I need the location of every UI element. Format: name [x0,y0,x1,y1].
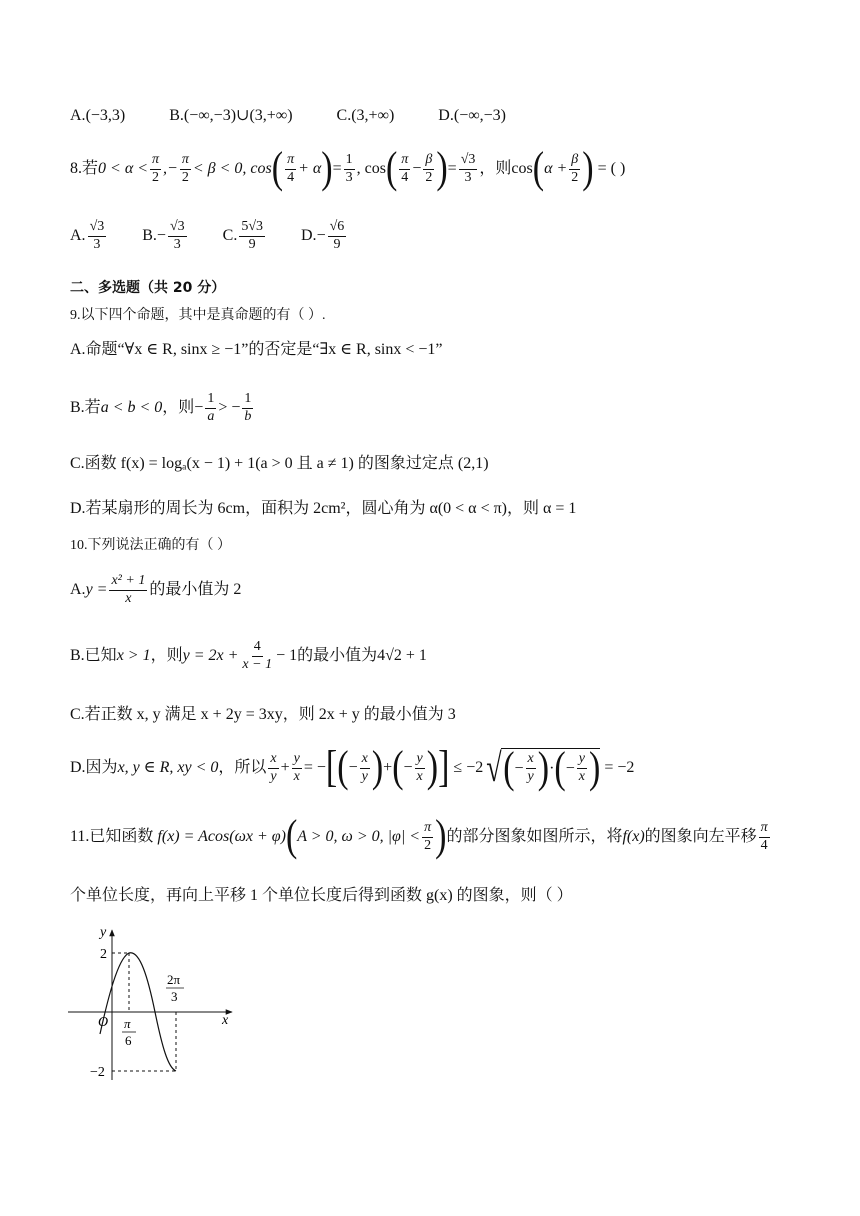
section-title: 二、多选题（共 20 分） [70,280,226,296]
q9-option-c[interactable]: C.函数 f(x) = logₐ(x − 1) + 1(a > 0 且 a ≠ 1) 的图象过定点 (2,1) [70,455,489,472]
x-axis-label: x [222,1013,229,1028]
q8-option-c[interactable]: C. $\frac{5√3}{9}$ [222,219,263,252]
y-min-label: −2 [90,1065,105,1080]
q7-option-a[interactable]: A. (−3,3) [70,107,126,124]
q7-option-c[interactable]: C. (3,+∞) [336,107,395,124]
origin-label: O [98,1015,109,1030]
q8-option-d[interactable]: D. − $\frac{√6}{9}$ [301,219,345,252]
y-max-label: 2 [100,947,107,962]
q10-option-c[interactable]: C.若正数 x, y 满足 x + 2y = 3xy，则 2x + y 的最小值为 3 [70,706,456,723]
q9-option-b[interactable]: B.若 a < b < 0 ，则 − $\frac{1}{a}$ > − $\frac{1}{b}$ [70,391,252,424]
y-axis-label: y [100,925,107,940]
q8-stem: 8.若 0 < α < $\frac{\pi}{2}$ ,− $\frac{\pi}{2}$ < β < 0, cos ( $\frac{\pi}{4}$ + α ) = $\frac{1}{3}$ , cos ( $\frac{\pi}{4}$ − $\frac{\beta}{2}$ ) = $\frac{√3}{3}$ ，则 cos ( α + $\frac{\beta}{2}$ ) = ( ) [70,144,626,193]
q7-option-d[interactable]: D. (−∞,−3) [438,107,506,124]
q8-option-b[interactable]: B. − $\frac{√3}{3}$ [142,219,185,252]
x2-denominator: 3 [171,989,178,1004]
fraction: $\frac{\beta}{2}$ [425,151,433,185]
q7-option-b[interactable]: B. (−∞,−3)∪(3,+∞) [169,107,293,124]
q7-options [70,108,540,124]
x1-numerator: π [124,1016,131,1031]
x1-denominator: 6 [125,1033,132,1048]
q8-options [70,220,382,252]
q11-stem: 11.已知函数 f(x) = Acos(ωx + φ) ( A > 0, ω > 0, |φ| < $\frac{\pi}{2}$ ) 的部分图象如图所示，将 f(x) 的图象向左平移 $\frac{\pi}{4}$ [70,812,768,861]
q9-stem: 9.以下四个命题，其中是真命题的有（ ）. [70,308,326,323]
q9-option-a[interactable]: A.命题“∀x ∈ R, sinx ≥ −1”的否定是“∃x ∈ R, sinx < −1” [70,341,443,358]
q9-option-d[interactable]: D.若某扇形的周长为 6cm，面积为 2cm²，圆心角为 α(0 < α < π)，则 α = 1 [70,500,577,517]
q10-option-a[interactable]: A. y = $\frac{\text{x² + 1}}{x}$ 的最小值为 2 [70,573,242,606]
cosine-graph [60,918,250,1088]
fraction: $\frac{\beta}{2}$ [571,151,579,185]
fraction: $\frac{\pi}{2}$ [181,151,189,185]
q10-option-d[interactable]: D.因为 x, y ∈ R, xy < 0 ，所以 $\frac{x}{y}$ + $\frac{y}{x}$ = − [ ( − $\frac{x}{y}$ ) + ( − $\frac{y}{x}$ ) ] ≤ −2 √ ( − $\frac{x}{y}$ ) · ( − $\frac{y}{x}$ ) = −2 [70,743,635,792]
fraction: $\frac{√3}{3}$ [460,151,476,185]
q8-option-a[interactable]: A. $\frac{√3}{3}$ [70,219,105,252]
q11-stem-line2: 个单位长度，再向上平移 1 个单位长度后得到函数 g(x) 的图象，则（ ） [70,887,573,904]
fraction: $\frac{\pi}{2}$ [152,151,160,185]
square-root: √ ( − $\frac{x}{y}$ ) · ( − $\frac{y}{x}$ ) [486,743,601,792]
q10-option-b[interactable]: B.已知 x > 1 ，则 y = 2x + $\frac{4}{x - 1}$ − 1 的最小值为 4√2 + 1 [70,639,427,672]
q10-stem: 10.下列说法正确的有（ ） [70,538,231,553]
x2-numerator: 2π [167,972,181,987]
fraction: $\frac{1}{3}$ [345,151,353,185]
fraction: $\frac{\pi}{4}$ [287,151,295,185]
fraction: $\frac{\pi}{4}$ [401,151,409,185]
